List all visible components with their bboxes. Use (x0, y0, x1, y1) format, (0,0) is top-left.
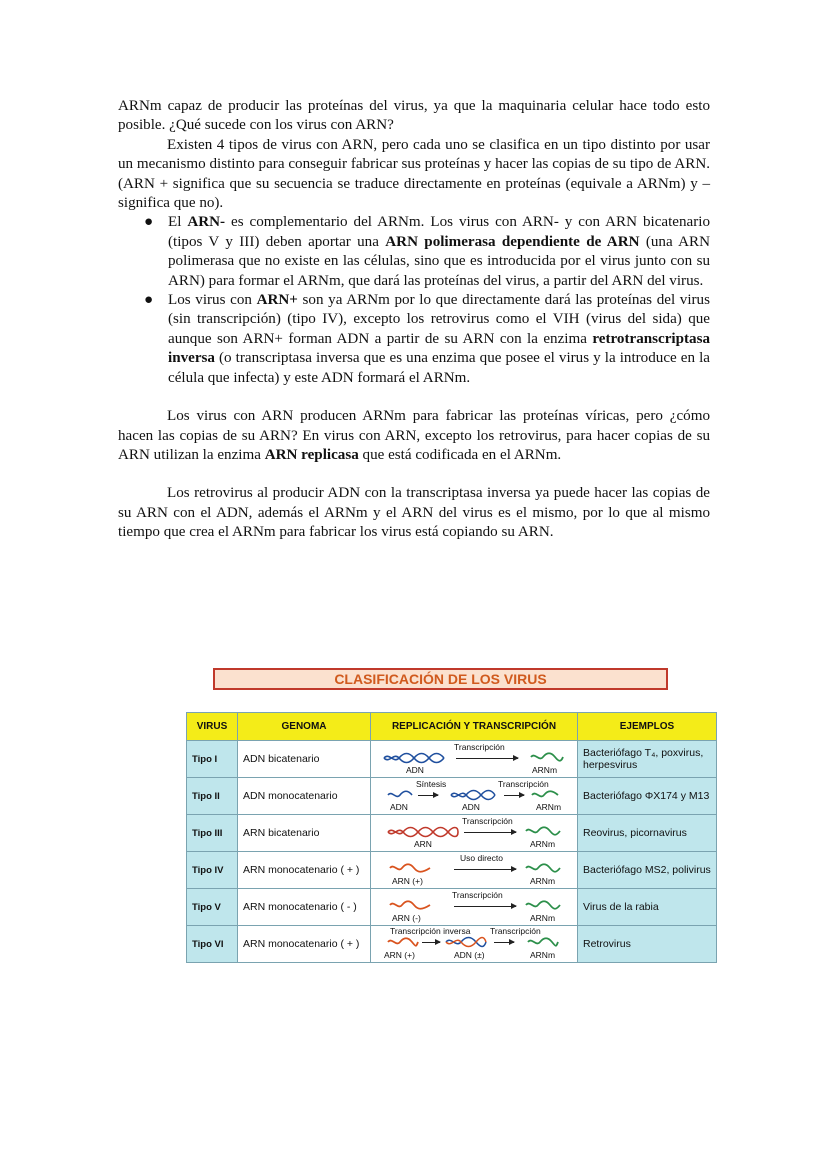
genoma-cell: ARN monocatenario ( - ) (238, 889, 371, 926)
table-row (187, 852, 717, 889)
process-label: Transcripción inversa (390, 926, 471, 936)
molecule-label: ADN (406, 765, 424, 775)
tipo-cell: Tipo III (187, 815, 238, 852)
ssdna-wave-icon (388, 790, 412, 800)
replication-diagram-cell (371, 741, 578, 778)
tipo-cell: Tipo IV (187, 852, 238, 889)
process-label: Transcripción (498, 779, 549, 789)
arrow-icon (422, 942, 440, 943)
genoma-cell: ARN bicatenario (238, 815, 371, 852)
process-label: Transcripción (490, 926, 541, 936)
header-ejemplos: EJEMPLOS (578, 713, 717, 741)
table-row (187, 778, 717, 815)
paragraph-3: Los virus con ARN producen ARNm para fabricar las proteínas víricas, pero ¿cómo hacen las copias de su ARN? En virus con ARN, excepto los retrovirus, para hacer copias de su ARN utilizan la enzima ARN replicasa que está codificada en el ARNm. (118, 408, 710, 463)
bullet-item-arn-negativo: ● El ARN- es complementario del ARNm. Los virus con ARN- y con ARN bicatenario (tipos V y III) deben aportar una ARN polimerasa dependiente de ARN (una ARN polimerasa que no existe en las células, sino que es introducida por el virus junto con su ARN) para formar el ARNm, que dará las proteínas del virus, a partir del ARN del virus. (144, 214, 711, 289)
ejemplos-cell: Retrovirus (578, 926, 717, 963)
tipo-cell: Tipo VI (187, 926, 238, 963)
paragraph-4: Los retrovirus al producir ADN con la transcriptasa inversa ya puede hacer las copias de su ARN con el ADN, además el ARNm y el ARN del virus es el mismo, por lo que al mismo tiempo que crea el ARNm para fabricar los virus está copiando su ARN. (118, 485, 710, 541)
paragraph-2: Existen 4 tipos de virus con ARN, pero cada uno se clasifica en un tipo distinto por usar un mecanismo distinto para conseguir fabricar sus proteínas y hacer las copias de su tipo de ARN. (ARN + significa que su secuencia se traduce directamente en proteínas (equivale a ARNm) y – significa que no). (118, 136, 710, 212)
replication-diagram-cell (371, 889, 578, 926)
tipo-cell: Tipo V (187, 889, 238, 926)
dna-double-helix-icon (384, 752, 444, 764)
header-genoma: GENOMA (238, 713, 371, 741)
genoma-cell: ADN bicatenario (238, 741, 371, 778)
replication-diagram-cell (371, 815, 578, 852)
arrow-icon (494, 942, 514, 943)
ejemplos-cell: Virus de la rabia (578, 889, 717, 926)
mrna-wave-icon (532, 790, 558, 800)
tipo-cell: Tipo I (187, 741, 238, 778)
ejemplos-cell: Bacteriófago ΦX174 y M13 (578, 778, 717, 815)
molecule-label: ARN (+) (384, 950, 415, 960)
document-body (118, 97, 710, 543)
replication-diagram-cell (371, 926, 578, 963)
arrow-icon (418, 795, 438, 796)
process-label: Transcripción (462, 816, 513, 826)
process-label: Síntesis (416, 779, 447, 789)
genoma-cell: ARN monocatenario ( + ) (238, 852, 371, 889)
molecule-label: ARNm (530, 876, 556, 886)
arrow-icon (456, 758, 518, 759)
table-row (187, 815, 717, 852)
molecule-label: ARNm (530, 913, 556, 923)
mrna-wave-icon (526, 863, 560, 873)
arrow-icon (464, 832, 516, 833)
molecule-label: ARNm (530, 839, 556, 849)
arrow-icon (454, 869, 516, 870)
molecule-label: ARN (-) (392, 913, 421, 923)
arrow-icon (454, 906, 516, 907)
rna-wave-icon (388, 937, 418, 947)
mrna-wave-icon (526, 826, 560, 836)
dna-double-helix-icon (451, 789, 495, 801)
dna-double-helix-icon (446, 936, 486, 948)
mrna-wave-icon (526, 900, 560, 910)
tipo-cell: Tipo II (187, 778, 238, 815)
paragraph-1: ARNm capaz de producir las proteínas del virus, ya que la maquinaria celular hace todo esto posible. ¿Qué sucede con los virus con ARN? (118, 98, 710, 134)
table-row (187, 926, 717, 963)
molecule-label: ARNm (530, 950, 556, 960)
molecule-label: ADN (462, 802, 480, 812)
arrow-icon (504, 795, 524, 796)
ejemplos-cell: Bacteriófago MS2, polivirus (578, 852, 717, 889)
mrna-wave-icon (528, 937, 558, 947)
ejemplos-cell: Bacteriófago T₄, poxvirus, herpesvirus (578, 741, 717, 778)
mrna-wave-icon (531, 752, 563, 762)
virus-table (186, 712, 717, 963)
dsrna-helix-icon (388, 826, 458, 838)
process-label: Uso directo (460, 853, 503, 863)
genoma-cell: ADN monocatenario (238, 778, 371, 815)
bullet-list (118, 213, 710, 388)
figure-title: CLASIFICACIÓN DE LOS VIRUS (213, 668, 668, 690)
table-row (187, 889, 717, 926)
ejemplos-cell: Reovirus, picornavirus (578, 815, 717, 852)
genoma-cell: ARN monocatenario ( + ) (238, 926, 371, 963)
molecule-label: ADN (390, 802, 408, 812)
molecule-label: ARNm (536, 802, 562, 812)
rna-wave-icon (390, 900, 430, 910)
molecule-label: ARN (414, 839, 432, 849)
process-label: Transcripción (454, 742, 505, 752)
bullet-icon: ● (144, 214, 154, 231)
header-replicacion: REPLICACIÓN Y TRANSCRIPCIÓN (371, 713, 578, 741)
replication-diagram-cell (371, 778, 578, 815)
replication-diagram-cell (371, 852, 578, 889)
table-row (187, 741, 717, 778)
bullet-icon: ● (144, 292, 154, 309)
bullet-item-arn-positivo: ● Los virus con ARN+ son ya ARNm por lo que directamente dará las proteínas del virus (sin transcripción) (tipo IV), excepto los retrovirus como el VIH (virus del sida) que aunque son ARN+ forman ADN a partir de su ARN con la enzima retrotranscriptasa inversa (o transcriptasa inversa que es una enzima que posee el virus y la introduce en la célula que infecta) y este ADN formará el ARNm. (144, 292, 710, 386)
process-label: Transcripción (452, 890, 503, 900)
molecule-label: ARN (+) (392, 876, 423, 886)
table-header-row (187, 713, 717, 741)
molecule-label: ADN (±) (454, 950, 485, 960)
rna-wave-icon (390, 863, 430, 873)
molecule-label: ARNm (532, 765, 558, 775)
header-virus: VIRUS (187, 713, 238, 741)
